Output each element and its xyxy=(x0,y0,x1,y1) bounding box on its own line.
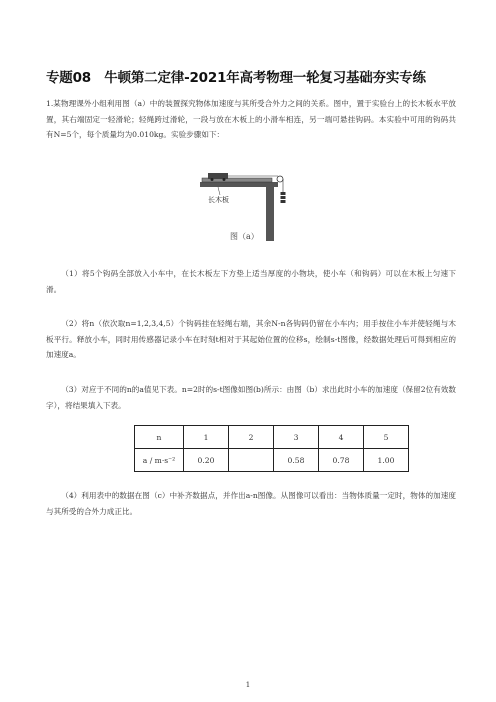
pulley xyxy=(277,176,283,182)
table-row xyxy=(135,426,409,449)
page-title: 专题08 牛顿第二定律-2021年高考物理一轮复习基础夯实专练 xyxy=(46,70,426,86)
question-intro: 1.某物理课外小组利用图（a）中的装置探究物体加速度与其所受合外力之间的关系。图中，置于实验台上的长木板水平放置，其右端固定一轻滑轮；轻绳跨过滑轮，一段与放在木板上的小滑车相连，另一端可悬挂钩码。本实验中可用的钩码共有N=5个，每个质量均为0.010kg。实验步骤如下： xyxy=(46,99,456,139)
table-cell-n: 5 xyxy=(364,426,409,449)
bench-top xyxy=(200,182,278,187)
step-2: （2）将n（依次取n=1,2,3,4,5）个钩码挂在轻绳右端，其余N-n各钩码仍留在小车内；用手按住小车并使轻绳与木板平行。释放小车，同时用传感器记录小车在时刻t相对于其起始位置的位移s，绘制s-t图像，经数据处理后可得到相应的加速度a。 xyxy=(46,319,456,359)
table-cell-a: 1.00 xyxy=(364,449,409,472)
table-cell-a: 0.20 xyxy=(184,449,229,472)
table-cell-a-blank[interactable] xyxy=(229,449,274,472)
table-cell-a: 0.78 xyxy=(319,449,364,472)
step-3: （3）对应于不同的n的a值见下表。n=2时的s-t图像如图(b)所示：由图（b）求出此时小车的加速度（保留2位有效数字），将结果填入下表。 xyxy=(46,385,456,410)
table-header-n: n xyxy=(135,426,184,449)
table-header-a: a / m·s⁻² xyxy=(135,449,184,472)
figure-caption: 图（a） xyxy=(230,232,259,241)
hook-weight xyxy=(281,192,286,195)
cart xyxy=(208,173,228,179)
table-cell-n: 4 xyxy=(319,426,364,449)
table-cell-a: 0.58 xyxy=(274,449,319,472)
page-number: 1 xyxy=(245,681,251,689)
step-4: （4）利用表中的数据在图（c）中补齐数据点，并作出a-n图像。从图像可以看出：当物体质量一定时，物体的加速度与其所受的合外力成正比。 xyxy=(46,491,456,516)
table-cell-n: 2 xyxy=(229,426,274,449)
table-row xyxy=(135,449,409,472)
board-label: 长木板 xyxy=(208,196,229,204)
step-1: （1）将5个钩码全部放入小车中，在长木板左下方垫上适当厚度的小物块，使小车（和钩码）可以在木板上匀速下滑。 xyxy=(46,269,456,294)
table-cell-n: 3 xyxy=(274,426,319,449)
data-table xyxy=(134,425,409,472)
table-cell-n: 1 xyxy=(184,426,229,449)
table-leg xyxy=(266,187,274,241)
